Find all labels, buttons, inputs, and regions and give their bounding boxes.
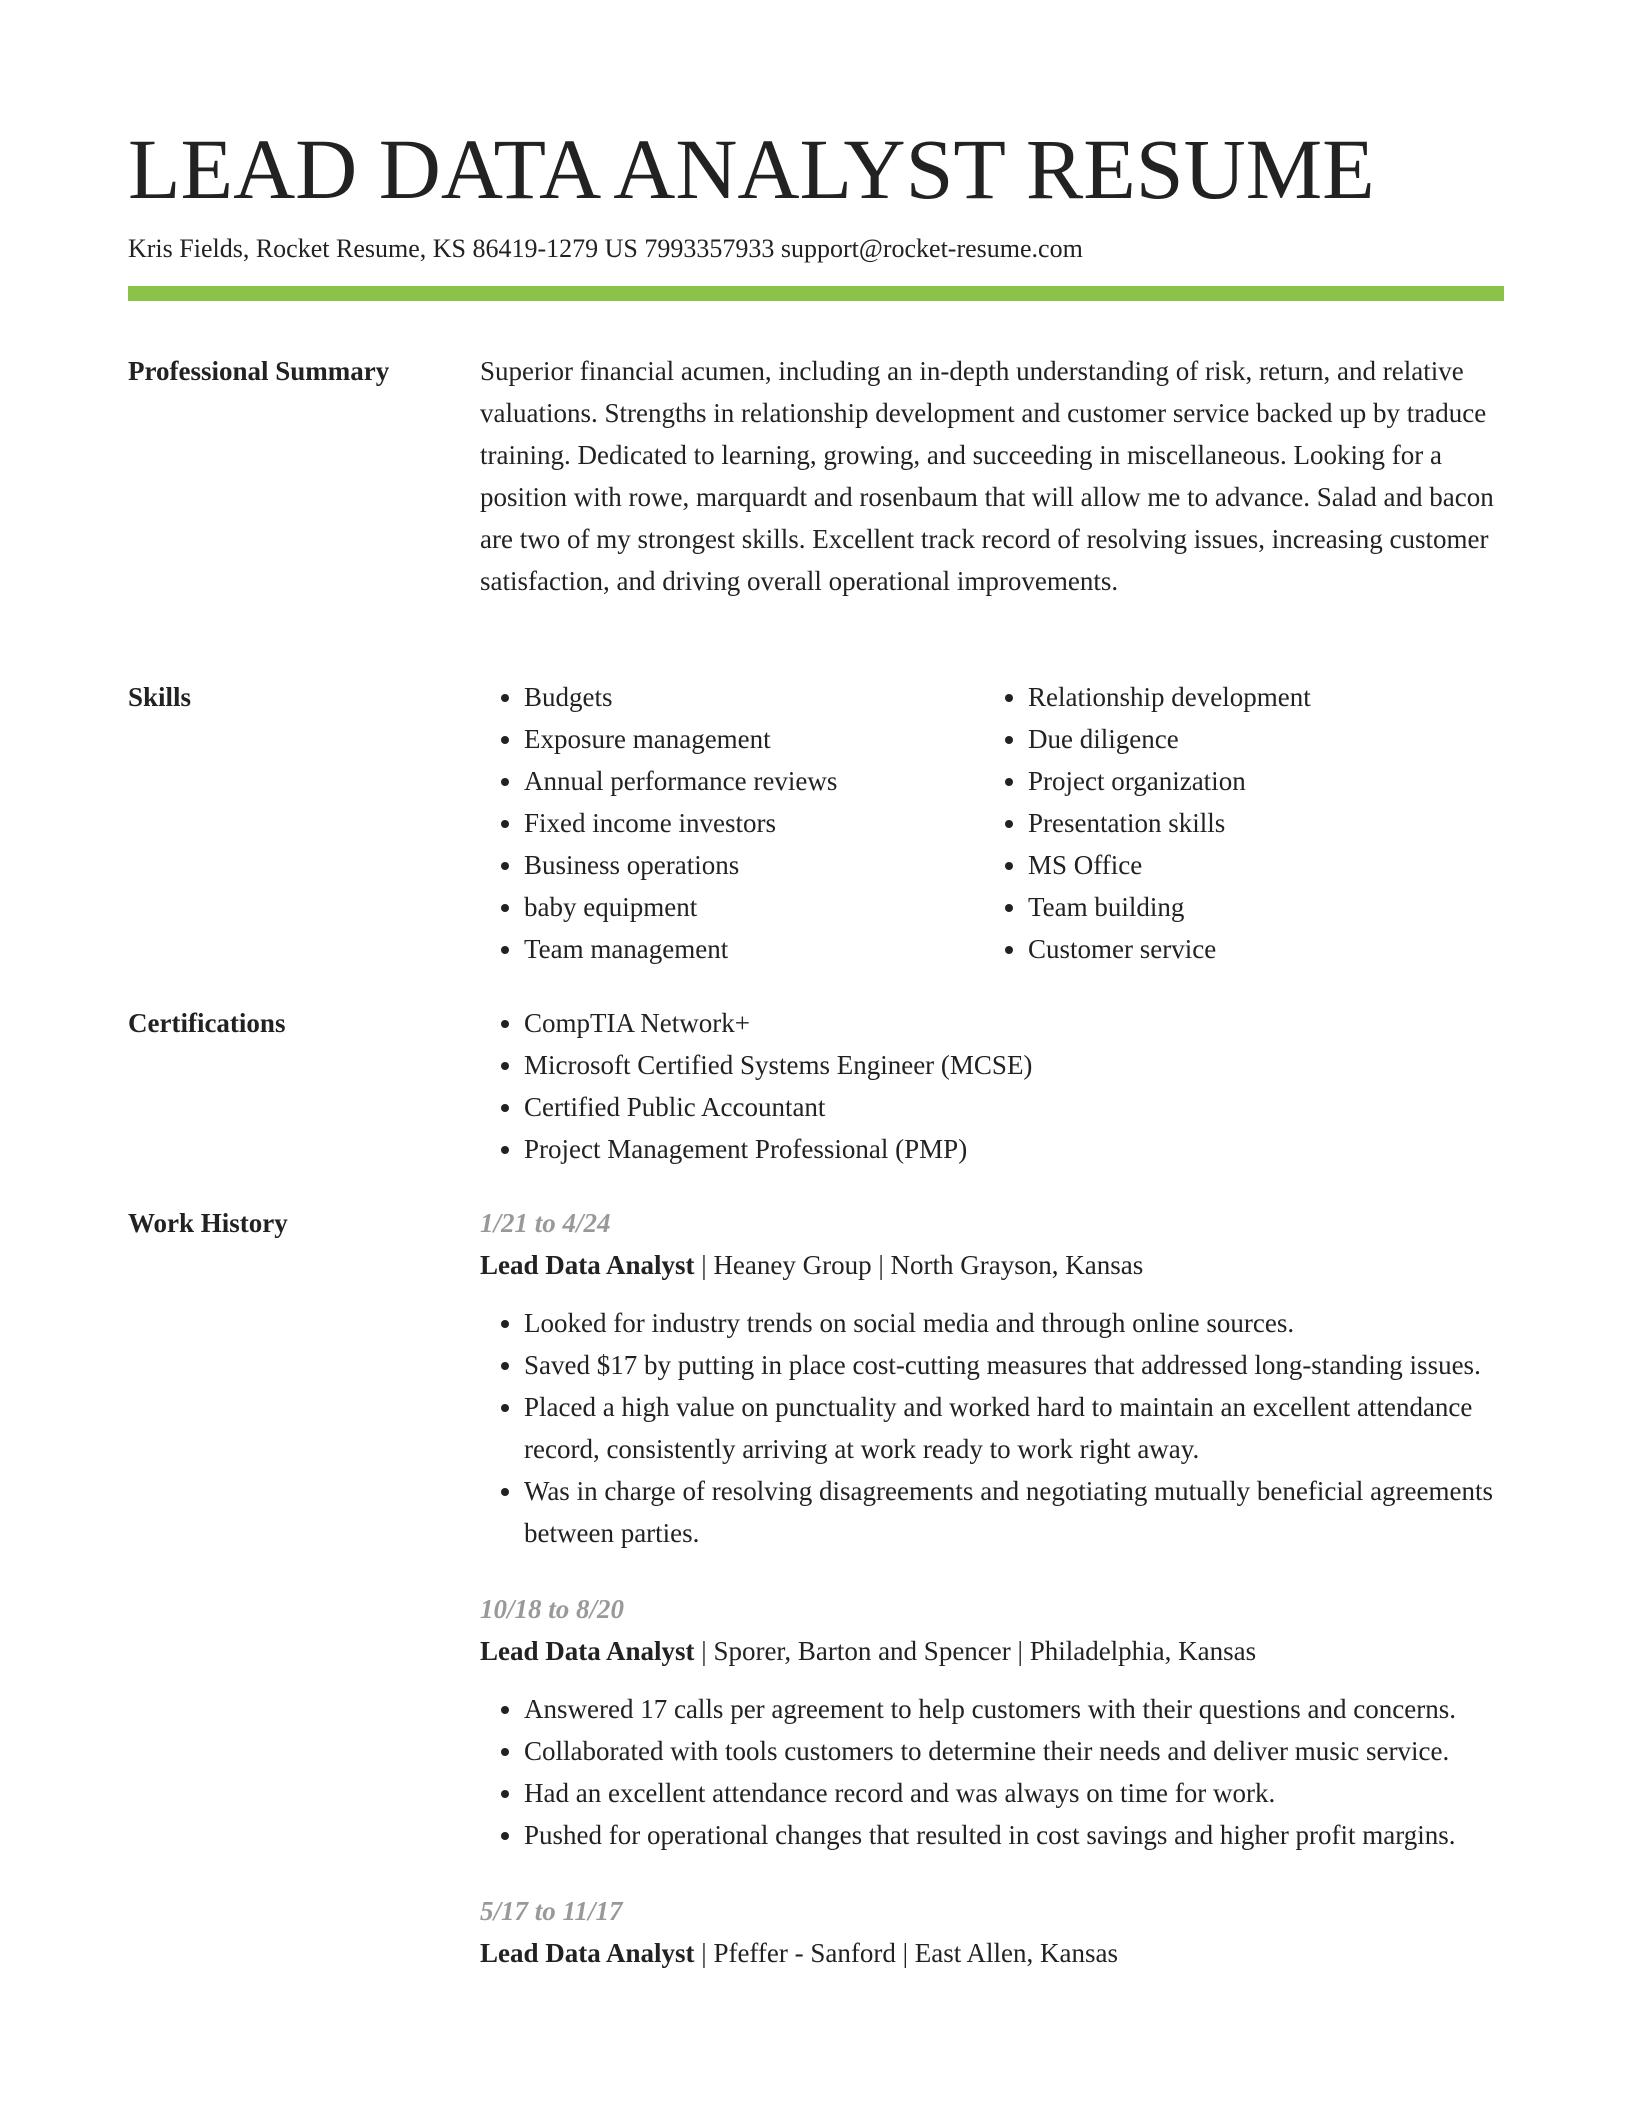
job-company: Heaney Group	[713, 1250, 872, 1280]
skills-body	[480, 676, 1504, 970]
resume-title: LEAD DATA ANALYST RESUME	[128, 121, 1375, 217]
job-location: North Grayson, Kansas	[890, 1250, 1144, 1280]
job-header	[480, 1244, 1504, 1286]
work-history-body	[480, 1202, 1504, 2008]
job-bullet: • Saved $17 by putting in place cost-cutting measures that addressed long-standing issues.	[524, 1344, 1504, 1386]
job-separator: |	[694, 1250, 714, 1280]
summary-body	[480, 350, 1504, 602]
job-title: Lead Data Analyst	[480, 1938, 695, 1968]
job-header	[480, 1630, 1504, 1672]
skill-item: • Presentation skills	[1028, 802, 1488, 844]
job-separator: |	[1010, 1636, 1030, 1666]
skill-item: • baby equipment	[524, 886, 984, 928]
job-entry	[480, 1588, 1504, 1856]
job-entry	[480, 1890, 1504, 1974]
skill-item: • Customer service	[1028, 928, 1488, 970]
job-bullet: • Was in charge of resolving disagreements and negotiating mutually beneficial agreements between parties.	[524, 1470, 1504, 1554]
skill-item: • Team management	[524, 928, 984, 970]
job-title: Lead Data Analyst	[480, 1250, 695, 1280]
skills-list-right	[984, 676, 1488, 970]
job-bullet: • Looked for industry trends on social media and through online sources.	[524, 1302, 1504, 1344]
job-location: East Allen, Kansas	[914, 1938, 1118, 1968]
contact-line: Kris Fields, Rocket Resume, KS 86419-1279 US 7993357933 support@rocket-resume.com	[128, 234, 1083, 263]
job-entry	[480, 1202, 1504, 1554]
job-dates: 1/21 to 4/24	[480, 1208, 611, 1238]
skill-item: • Fixed income investors	[524, 802, 984, 844]
job-title: Lead Data Analyst	[480, 1636, 695, 1666]
certification-item: • CompTIA Network+	[524, 1002, 1504, 1044]
certification-item: • Microsoft Certified Systems Engineer (MCSE)	[524, 1044, 1504, 1086]
job-company: Sporer, Barton and Spencer	[713, 1636, 1011, 1666]
job-bullet: • Answered 17 calls per agreement to help customers with their questions and concerns.	[524, 1688, 1504, 1730]
job-bullets	[480, 1688, 1504, 1856]
job-header	[480, 1932, 1504, 1974]
job-bullet: • Collaborated with tools customers to determine their needs and deliver music service.	[524, 1730, 1504, 1772]
certifications-list	[480, 1002, 1504, 1170]
job-separator: |	[871, 1250, 891, 1280]
skill-item: • MS Office	[1028, 844, 1488, 886]
work-history-label: Work History	[128, 1208, 288, 1238]
skills-list-left	[480, 676, 984, 970]
skill-item: • Relationship development	[1028, 676, 1488, 718]
certifications-label: Certifications	[128, 1008, 286, 1038]
skills-label: Skills	[128, 682, 192, 712]
job-company: Pfeffer - Sanford	[713, 1938, 896, 1968]
job-dates: 10/18 to 8/20	[480, 1594, 625, 1624]
skill-item: • Budgets	[524, 676, 984, 718]
certification-item: • Project Management Professional (PMP)	[524, 1128, 1504, 1170]
job-bullet: • Placed a high value on punctuality and worked hard to maintain an excellent attendance record, consistently arriving at work ready to work right away.	[524, 1386, 1504, 1470]
job-bullets	[480, 1302, 1504, 1554]
certification-item: • Certified Public Accountant	[524, 1086, 1504, 1128]
skill-item: • Project organization	[1028, 760, 1488, 802]
header-divider	[128, 286, 1504, 301]
job-location: Philadelphia, Kansas	[1029, 1636, 1257, 1666]
summary-label: Professional Summary	[128, 356, 390, 386]
skill-item: • Annual performance reviews	[524, 760, 984, 802]
skill-item: • Team building	[1028, 886, 1488, 928]
summary-text: Superior financial acumen, including an in-depth understanding of risk, return, and relative valuations. Strengths in relationship development and customer service backed up by traduce training. Dedicated to learning, growing, and succeeding in miscellaneous. Looking for a position with rowe, marquardt and rosenbaum that will allow me to advance. Salad and bacon are two of my strongest skills. Excellent track record of resolving issues, increasing customer satisfaction, and driving overall operational improvements.	[480, 356, 1494, 596]
job-dates: 5/17 to 11/17	[480, 1896, 623, 1926]
certifications-body	[480, 1002, 1504, 1170]
skill-item: • Exposure management	[524, 718, 984, 760]
job-separator: |	[694, 1636, 714, 1666]
job-separator: |	[895, 1938, 915, 1968]
job-bullet: • Pushed for operational changes that resulted in cost savings and higher profit margins.	[524, 1814, 1504, 1856]
skill-item: • Business operations	[524, 844, 984, 886]
job-separator: |	[694, 1938, 714, 1968]
job-bullet: • Had an excellent attendance record and was always on time for work.	[524, 1772, 1504, 1814]
skill-item: • Due diligence	[1028, 718, 1488, 760]
